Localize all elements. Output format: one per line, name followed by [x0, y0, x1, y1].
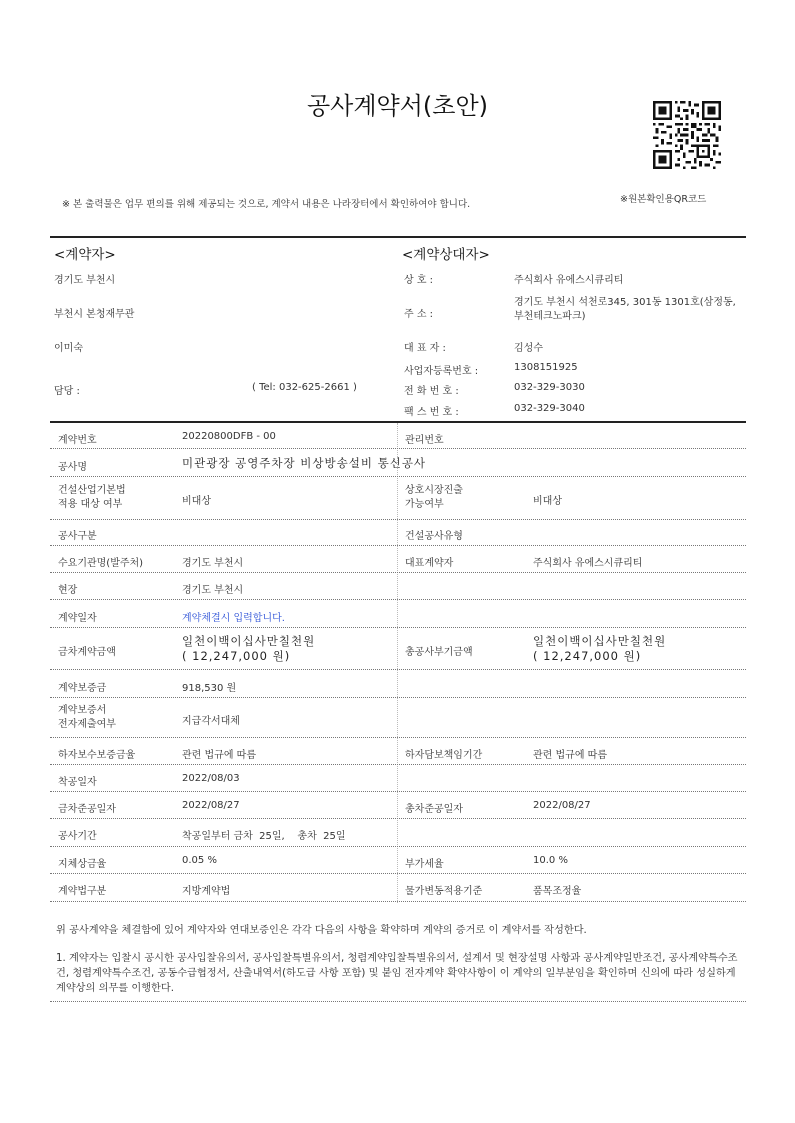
bond-label-line1: 계약보증서	[58, 705, 107, 716]
total-amount-words: 일천이백이십사만칠천원	[533, 634, 667, 648]
cp-label-name: 상 호 :	[404, 275, 434, 286]
cp-value-bizno: 1308151925	[514, 362, 578, 373]
period-label: 공사기간	[58, 831, 97, 842]
end-date-label: 금차준공일자	[58, 804, 116, 815]
client-value: 경기도 부천시	[182, 558, 244, 569]
agreement-statement: 위 공사계약을 체결함에 있어 계약자와 연대보증인은 각각 다음의 사항을 확약하며 계약의 증거로 이 계약서를 작성한다.	[56, 925, 587, 936]
defect-period-value: 관련 법규에 따름	[533, 750, 607, 761]
contract-law-label: 계약법구분	[58, 886, 107, 897]
deposit-value: 918,530 원	[182, 683, 237, 694]
qr-code	[653, 101, 721, 169]
mutual-label-line1: 상호시장진출	[405, 485, 463, 496]
cp-label-phone: 전 화 번 호 :	[404, 386, 459, 397]
cp-label-bizno: 사업자등록번호 :	[404, 366, 479, 377]
project-name-label: 공사명	[58, 462, 87, 473]
defect-period-label: 하자담보책임기간	[405, 750, 483, 761]
total-end-date-label: 총차준공일자	[405, 804, 463, 815]
row-divider	[50, 476, 746, 477]
client-label: 수요기관명(발주처)	[58, 558, 144, 569]
const-law-label	[58, 484, 126, 512]
contract-date-label: 계약일자	[58, 613, 97, 624]
row-divider	[50, 572, 746, 573]
row-divider	[50, 901, 746, 902]
row-divider	[50, 519, 746, 520]
cp-value-name: 주식회사 유에스시큐리티	[514, 275, 624, 286]
row-divider	[50, 873, 746, 874]
row-divider	[50, 791, 746, 792]
row-divider	[50, 846, 746, 847]
bond-label-line2: 전자제출여부	[58, 719, 116, 730]
contract-no-label: 계약번호	[58, 435, 97, 446]
mutual-value: 비대상	[533, 496, 562, 507]
const-type-label: 건설공사유형	[405, 531, 463, 542]
row-divider	[50, 697, 746, 698]
contract-law-value: 지방계약법	[182, 886, 231, 897]
const-law-value: 비대상	[182, 496, 211, 507]
rep-contractor-value: 주식회사 유에스시큐리티	[533, 558, 643, 569]
contractor-tel: ( Tel: 032-625-2661 )	[252, 382, 357, 393]
cp-value-fax: 032-329-3040	[514, 403, 585, 414]
contractor-manager-label: 담당 :	[54, 386, 80, 397]
rep-contractor-label: 대표계약자	[405, 558, 454, 569]
row-divider	[50, 448, 746, 449]
bond-value: 지급각서대체	[182, 716, 240, 727]
total-end-date-value: 2022/08/27	[533, 800, 591, 811]
contractor-line3: 이미숙	[54, 343, 83, 354]
vat-label: 부가세율	[405, 859, 444, 870]
site-label: 현장	[58, 585, 78, 596]
period-value: 착공일부터 금차 25일, 총차 25일	[182, 831, 346, 842]
document-title: 공사계약서(초안)	[306, 92, 488, 120]
contractor-line1: 경기도 부천시	[54, 275, 116, 286]
total-amount-label: 총공사부기금액	[405, 647, 473, 658]
cp-label-address: 주 소 :	[404, 309, 434, 320]
section-rule-top	[50, 236, 746, 238]
contract-no-value: 20220800DFB - 00	[182, 431, 276, 442]
deposit-label: 계약보증금	[58, 683, 107, 694]
contract-date-value: 계약체결시 입력합니다.	[182, 613, 285, 624]
end-date-value: 2022/08/27	[182, 800, 240, 811]
mgmt-no-label: 관리번호	[405, 435, 444, 446]
const-law-label-line2: 적용 대상 여부	[58, 499, 123, 510]
row-divider	[50, 599, 746, 600]
defect-deposit-label: 하자보수보증금율	[58, 750, 136, 761]
cp-label-ceo: 대 표 자 :	[404, 343, 446, 354]
late-rate-value: 0.05 %	[182, 855, 217, 866]
price-adjust-label: 물가변동적용기준	[405, 886, 483, 897]
contractor-header: <계약자>	[54, 247, 116, 263]
start-date-label: 착공일자	[58, 777, 97, 788]
row-divider	[50, 818, 746, 819]
qr-label: ※원본확인용QR코드	[620, 194, 707, 205]
amount-label: 금차계약금액	[58, 647, 116, 658]
price-adjust-value: 품목조정율	[533, 886, 582, 897]
total-amount-value	[533, 634, 666, 664]
mutual-label-line2: 가능여부	[405, 499, 444, 510]
clause-1: 1. 계약자는 입찰시 공시한 공사입찰유의서, 공사입찰특별유의서, 청렴계약입찰특별유의서, 설계서 및 현장설명 사항과 공사계약일반조건, 공사계약특수조건, 청렴계약특수조건, 공동수급협정서, 산출내역서(하도급 사항 포함) 및 붙임 전자계약 확약사항이 이 계약의 일부분임을 확인하며 신의에 따라 성실하게 계약상의 의무를 이행한다.	[56, 953, 738, 994]
table-center-divider	[397, 423, 399, 903]
mutual-label	[405, 484, 463, 512]
amount-number: ( 12,247,000 원)	[182, 649, 291, 663]
late-rate-label: 지체상금율	[58, 859, 107, 870]
row-divider	[50, 669, 746, 670]
defect-deposit-value: 관련 법규에 따름	[182, 750, 256, 761]
bond-label	[58, 704, 116, 732]
work-type-label: 공사구분	[58, 531, 97, 542]
row-divider	[50, 764, 746, 765]
vat-value: 10.0 %	[533, 855, 568, 866]
const-law-label-line1: 건설산업기본법	[58, 485, 126, 496]
row-divider	[50, 545, 746, 546]
cp-label-fax: 팩 스 번 호 :	[404, 407, 459, 418]
project-name-value: 미관광장 공영주차장 비상방송설비 통신공사	[182, 456, 427, 470]
clause-divider	[50, 1001, 746, 1002]
start-date-value: 2022/08/03	[182, 773, 240, 784]
row-divider	[50, 627, 746, 628]
contractor-line2: 부천시 본청재무관	[54, 309, 135, 320]
site-value: 경기도 부천시	[182, 585, 244, 596]
row-divider	[50, 737, 746, 738]
cp-value-phone: 032-329-3030	[514, 382, 585, 393]
print-notice: ※ 본 출력물은 업무 편의를 위해 제공되는 것으로, 계약서 내용은 나라장터에서 확인하여야 합니다.	[62, 199, 471, 210]
amount-value	[182, 634, 315, 664]
cp-value-ceo: 김성수	[514, 343, 543, 354]
counterparty-header: <계약상대자>	[402, 247, 490, 263]
total-amount-number: ( 12,247,000 원)	[533, 649, 642, 663]
cp-value-address: 경기도 부천시 석천로345, 301동 1301호(삼정동, 부천테크노파크)	[514, 297, 736, 322]
amount-words: 일천이백이십사만칠천원	[182, 634, 316, 648]
